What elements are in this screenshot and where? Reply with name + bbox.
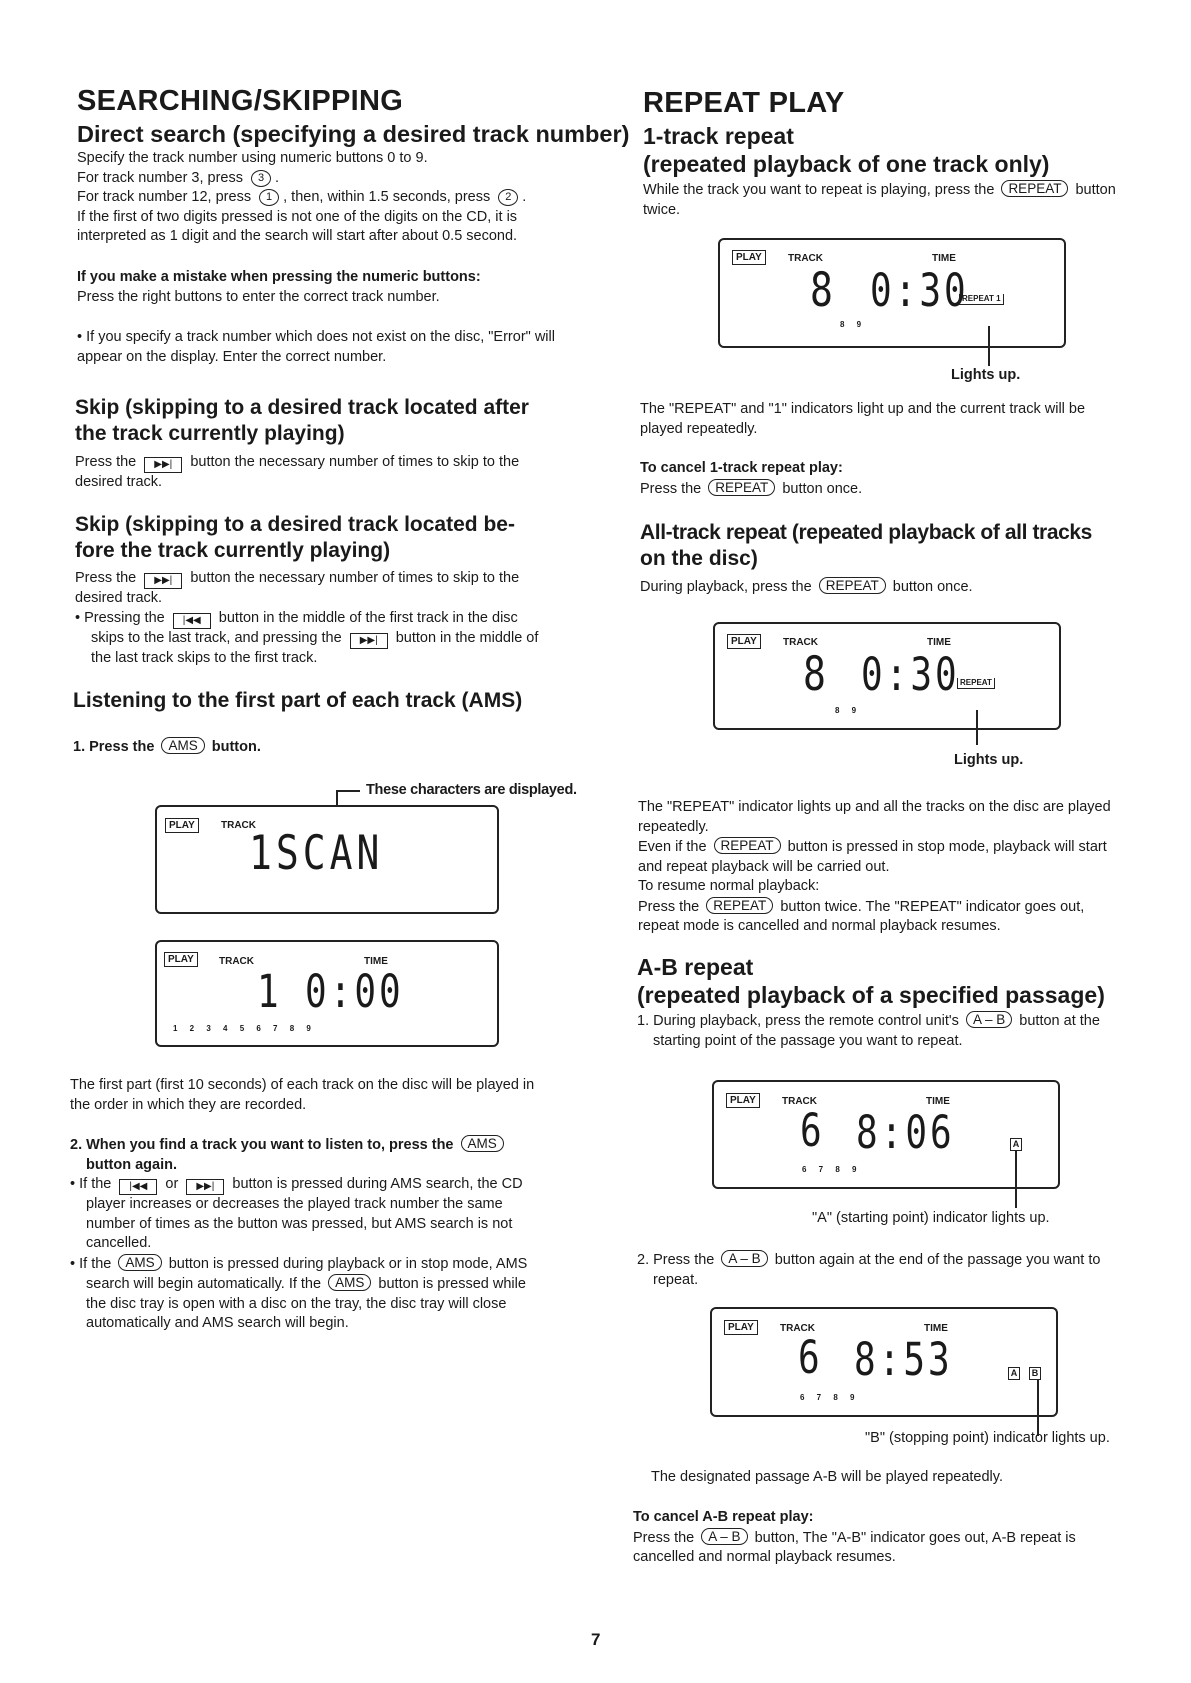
one-track-description: The "REPEAT" and "1" indicators light up and the current track will be played repeatedly.	[640, 401, 1086, 437]
repeat-key: REPEAT	[819, 577, 886, 594]
time-label: TIME	[927, 637, 951, 648]
lcd-time-digits: 8:53	[854, 1335, 953, 1387]
next-track-icon: ▶▶|	[186, 1179, 224, 1195]
lcd-track-digits: 1	[257, 967, 285, 1019]
time-label: TIME	[926, 1096, 950, 1107]
a-indicator-note: "A" (starting point) indicator lights up.	[812, 1210, 1050, 1226]
lcd-time-digits: 0:00	[305, 967, 404, 1019]
play-indicator: PLAY	[727, 634, 761, 649]
ams-key: AMS	[461, 1135, 504, 1152]
error-note: • If you specify a track number which does not exist on the disc, "Error" will appear on the display. Enter the correct number.	[77, 329, 555, 365]
section-title-searching: SEARCHING/SKIPPING	[77, 85, 404, 117]
lcd-ams-scan	[155, 805, 499, 914]
ab-step-2: 2. Press the A – B button again at the end of the passage you want to repeat.	[637, 1251, 1101, 1288]
skip-after-text: Press the ▶▶| button the necessary number of times to skip to the desired track.	[75, 454, 520, 490]
track-number-indicators: 6 7 8 9	[802, 1165, 862, 1174]
one-track-cancel: To cancel 1-track repeat play: Press the REPEAT button once.	[640, 460, 863, 497]
ab-cancel: To cancel A-B repeat play: Press the A – B button, The "A-B" indicator goes out, A-B repeat is cancelled and normal playback resumes.	[633, 1509, 1076, 1565]
track-label: TRACK	[788, 253, 823, 264]
numeric-button-3: 3	[251, 170, 271, 187]
skip-after-heading: Skip (skipping to a desired track located after the track currently playing)	[75, 396, 529, 445]
mistake-note: If you make a mistake when pressing the numeric buttons: Press the right buttons to enter the correct track number.	[77, 269, 481, 305]
lcd-one-track-repeat	[718, 238, 1066, 348]
all-track-heading: All-track repeat (repeated playback of all tracks on the disc)	[640, 521, 1092, 570]
repeat-key: REPEAT	[714, 837, 781, 854]
ab-key: A – B	[721, 1250, 767, 1267]
play-indicator: PLAY	[726, 1093, 760, 1108]
skip-before-text: Press the ▶▶| button the necessary number of times to skip to the desired track. • Pressing the |◀◀ button in the middle of the first track in the disc skips to the last track, and pressing the ▶▶| button in the middle of the last track skips to the first track.	[75, 570, 539, 666]
repeat-key: REPEAT	[708, 479, 775, 496]
ab-designated-text: The designated passage A-B will be played repeatedly.	[651, 1469, 1003, 1485]
repeat-key: REPEAT	[706, 897, 773, 914]
lights-up-pointer	[988, 326, 990, 366]
numeric-button-1: 1	[259, 189, 279, 206]
play-indicator: PLAY	[724, 1320, 758, 1335]
a-point-indicator: A	[1008, 1367, 1020, 1380]
repeat-indicator: REPEAT	[957, 678, 995, 689]
skip-before-heading: Skip (skipping to a desired track located be- fore the track currently playing)	[75, 513, 515, 562]
ab-step-1: 1. During playback, press the remote control unit's A – B button at the starting point of the passage you want to repeat.	[637, 1012, 1100, 1049]
previous-track-icon: |◀◀	[119, 1179, 157, 1195]
lcd-track-digits: 6	[798, 1333, 826, 1385]
ab-key: A – B	[966, 1011, 1012, 1028]
lcd-track-digits: 8	[803, 646, 832, 701]
lcd-ab-end	[710, 1307, 1058, 1417]
all-track-text: During playback, press the REPEAT button once.	[640, 578, 973, 595]
lcd-ab-start	[712, 1080, 1060, 1189]
repeat-key: REPEAT	[1001, 180, 1068, 197]
lcd-time-digits: 0:30	[861, 650, 960, 702]
b-indicator-note: "B" (stopping point) indicator lights up.	[865, 1430, 1110, 1446]
time-label: TIME	[364, 956, 388, 967]
time-label: TIME	[924, 1323, 948, 1334]
track-label: TRACK	[782, 1096, 817, 1107]
lcd-segment-display: 1SCAN	[249, 825, 384, 880]
lights-up-label: Lights up.	[951, 367, 1021, 383]
track-number-indicators: 8 9	[840, 320, 867, 329]
next-track-icon: ▶▶|	[350, 633, 388, 649]
callout-text: These characters are displayed.	[366, 782, 577, 798]
direct-search-heading: Direct search (specifying a desired track number)	[77, 121, 630, 147]
one-track-text: While the track you want to repeat is playing, press the REPEAT button twice.	[643, 181, 1116, 218]
direct-search-text: Specify the track number using numeric buttons 0 to 9. For track number 3, press 3 . For track number 12, press 1 , then, within 1.5 seconds, press 2 . If the first of two digits pressed is not one of the digits on the CD, it is interpreted as 1 digit and the search will start after about 0.5 second.	[77, 150, 527, 244]
track-label: TRACK	[780, 1323, 815, 1334]
ams-step-2: 2. When you find a track you want to listen to, press the AMS button again. • If the |◀◀ or ▶▶| button is pressed during AMS search, the CD player increases or decreases the played track number the same number of times as the button was pressed, but AMS search is not cancelled. • If the AMS button is pressed during playback or in stop mode, AMS search will begin automatically. If the AMS button is pressed while the disc tray is open with a disc on the tray, the disc tray will close automatically and AMS search will begin.	[70, 1136, 528, 1331]
ams-key: AMS	[118, 1254, 161, 1271]
lcd-track-digits: 8	[810, 262, 839, 317]
ab-key: A – B	[701, 1528, 747, 1545]
one-track-heading: 1-track repeat (repeated playback of one track only)	[643, 123, 1050, 177]
ams-description: The first part (first 10 seconds) of each track on the disc will be played in the order in which they are recorded.	[70, 1077, 535, 1113]
b-indicator-pointer	[1037, 1380, 1039, 1436]
ams-heading: Listening to the first part of each track (AMS)	[73, 689, 523, 712]
lcd-track-digits: 6	[800, 1106, 828, 1158]
play-indicator: PLAY	[164, 952, 198, 967]
callout-line	[336, 790, 360, 792]
lcd-all-track-repeat	[713, 622, 1061, 730]
track-number-indicators: 6 7 8 9	[800, 1393, 860, 1402]
track-label: TRACK	[219, 956, 254, 967]
next-track-icon: ▶▶|	[144, 573, 182, 589]
b-point-indicator: B	[1029, 1367, 1041, 1380]
repeat-1-indicator: REPEAT 1	[959, 294, 1004, 305]
page-number: 7	[591, 1630, 601, 1649]
section-title-repeat: REPEAT PLAY	[643, 87, 845, 119]
track-number-indicators: 8 9	[835, 706, 862, 715]
lights-up-label: Lights up.	[954, 752, 1024, 768]
lights-up-pointer	[976, 710, 978, 745]
ab-repeat-heading: A-B repeat (repeated playback of a specified passage)	[637, 954, 1105, 1008]
numeric-button-2: 2	[498, 189, 518, 206]
ams-key: AMS	[328, 1274, 371, 1291]
track-label: TRACK	[783, 637, 818, 648]
ams-key: AMS	[161, 737, 204, 754]
a-indicator-pointer	[1015, 1150, 1017, 1208]
time-label: TIME	[932, 253, 956, 264]
ams-step-1: 1. Press the AMS button.	[73, 738, 261, 755]
track-label: TRACK	[221, 820, 256, 831]
next-track-icon: ▶▶|	[144, 457, 182, 473]
a-point-indicator: A	[1010, 1138, 1022, 1151]
previous-track-icon: |◀◀	[173, 613, 211, 629]
track-number-indicators: 1 2 3 4 5 6 7 8 9	[173, 1024, 316, 1033]
play-indicator: PLAY	[732, 250, 766, 265]
lcd-time-digits: 8:06	[856, 1108, 955, 1160]
all-track-description: The "REPEAT" indicator lights up and all the tracks on the disc are played repeatedly. Even if the REPEAT button is pressed in stop mode, playback will start and repeat playback will be carried out. To resume normal playback: Press the REPEAT button twice. The "REPEAT" indicator goes out, repeat mode is cancelled and normal playback resumes.	[638, 799, 1111, 934]
lcd-ams-play	[155, 940, 499, 1047]
lcd-time-digits: 0:30	[870, 266, 969, 318]
play-indicator: PLAY	[165, 818, 199, 833]
